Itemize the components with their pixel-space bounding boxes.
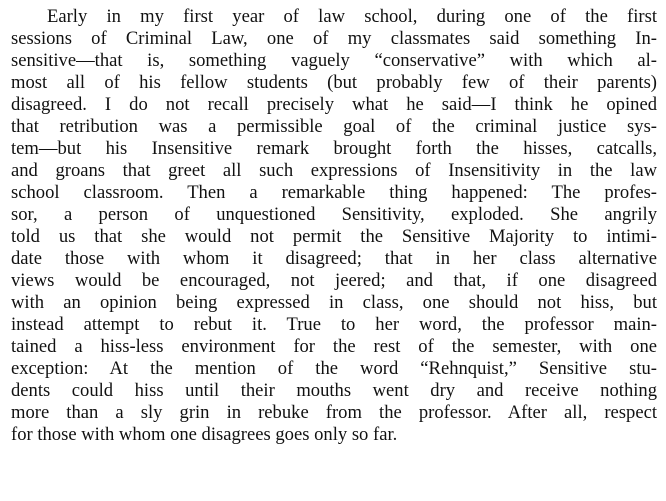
paragraph-line: that retribution was a permissible goal of the criminal justice sys- xyxy=(11,116,657,137)
paragraph-line: instead attempt to rebut it. True to her word, the professor main- xyxy=(11,314,657,335)
paragraph-line: dents could hiss until their mouths went dry and receive nothing xyxy=(11,380,657,401)
paragraph-line: with an opinion being expressed in class, one should not hiss, but xyxy=(11,292,657,313)
paragraph-line: tem—but his Insensitive remark brought forth the hisses, catcalls, xyxy=(11,138,657,159)
paragraph-line: school classroom. Then a remarkable thing happened: The profes- xyxy=(11,182,657,203)
paragraph-line: disagreed. I do not recall precisely what he said—I think he opined xyxy=(11,94,657,115)
paragraph-line: views would be encouraged, not jeered; and that, if one disagreed xyxy=(11,270,657,291)
paragraph-line: for those with whom one disagrees goes only so far. xyxy=(11,424,398,445)
paragraph-line: exception: At the mention of the word “Rehnquist,” Sensitive stu- xyxy=(11,358,657,379)
paragraph-line: more than a sly grin in rebuke from the professor. After all, respect xyxy=(11,402,657,423)
paragraph-line: most all of his fellow students (but probably few of their parents) xyxy=(11,72,657,93)
body-paragraph xyxy=(11,6,657,446)
paragraph-line: sor, a person of unquestioned Sensitivity, exploded. She angrily xyxy=(11,204,657,225)
paragraph-line: sensitive—that is, something vaguely “conservative” with which al- xyxy=(11,50,657,71)
paragraph-line: and groans that greet all such expressions of Insensitivity in the law xyxy=(11,160,657,181)
paragraph-line: Early in my first year of law school, during one of the first xyxy=(47,6,657,27)
paragraph-line: sessions of Criminal Law, one of my classmates said something In- xyxy=(11,28,657,49)
paragraph-line: told us that she would not permit the Sensitive Majority to intimi- xyxy=(11,226,657,247)
paragraph-line: date those with whom it disagreed; that in her class alternative xyxy=(11,248,657,269)
paragraph-line: tained a hiss-less environment for the rest of the semester, with one xyxy=(11,336,657,357)
